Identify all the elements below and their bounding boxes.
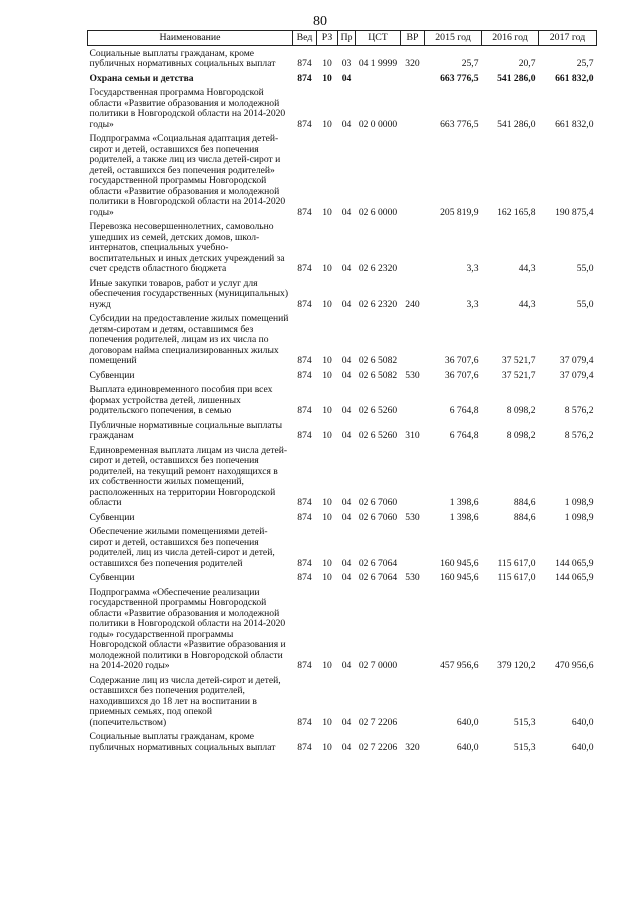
- row-value-2017: 1 098,9: [564, 497, 594, 508]
- row-value-2017: 55,0: [576, 263, 594, 274]
- row-vr: [401, 220, 425, 277]
- row-value-2016: 37 521,7: [501, 369, 536, 381]
- row-vr: 320: [405, 58, 420, 69]
- row-value-2017: 640,0: [571, 741, 594, 753]
- row-ved: 874: [297, 405, 312, 416]
- row-name: Иные закупки товаров, работ и услуг для обеспечения государственных (муниципальных) нужд: [89, 277, 289, 310]
- table-row: [88, 443, 597, 510]
- row-value-2015: 160 945,6: [440, 572, 479, 583]
- row-value-2016: 541 286,0: [497, 118, 536, 130]
- row-rz: 10: [322, 572, 332, 583]
- row-rz: 10: [322, 369, 332, 381]
- row-name: Социальные выплаты гражданам, кроме публичных нормативных социальных выплат: [89, 731, 276, 753]
- row-cst: 02 6 7064: [358, 557, 398, 569]
- row-value-2017: 37 079,4: [559, 355, 594, 366]
- row-value-2016: 37 521,7: [501, 355, 536, 366]
- row-cst: [356, 71, 401, 86]
- row-pr: 04: [341, 557, 352, 569]
- row-value-2017: 1 098,9: [564, 511, 594, 523]
- row-vr: [401, 443, 425, 510]
- row-pr: 04: [341, 660, 352, 671]
- table-row: [88, 312, 597, 369]
- table-row: [88, 220, 597, 277]
- row-value-2016: 884,6: [513, 511, 536, 523]
- row-ved: 874: [297, 72, 312, 84]
- row-vr: 530: [405, 572, 420, 583]
- row-ved: 874: [297, 497, 312, 508]
- table-row: [88, 86, 597, 132]
- row-value-2015: 640,0: [456, 716, 479, 728]
- row-value-2015: 3,3: [466, 298, 479, 310]
- row-pr: 03: [341, 58, 352, 69]
- table-row: [88, 132, 597, 220]
- row-cst: 02 6 7064: [358, 572, 398, 583]
- row-value-2016: 379 120,2: [497, 660, 536, 671]
- row-cst: 02 6 0000: [358, 206, 398, 218]
- row-vr: [401, 86, 425, 132]
- table-row: [88, 368, 597, 383]
- row-name: Государственная программа Новгородской области «Развитие образования и молодежной политики в Новгородской области на 2014-2020 годы»: [89, 87, 286, 130]
- row-value-2017: 37 079,4: [559, 369, 594, 381]
- row-value-2015: 160 945,6: [440, 557, 479, 569]
- row-rz: 10: [322, 72, 332, 84]
- row-vr: [401, 525, 425, 571]
- row-value-2015: 663 776,5: [440, 72, 479, 84]
- row-name: Содержание лиц из числа детей-сирот и детей, оставшихся без попечения родителей, находившихся до 18 лет на воспитании в приемных семьях, под опекой (попечительством): [89, 674, 281, 728]
- row-value-2016: 115 617,0: [497, 557, 536, 569]
- header-vr: ВР: [401, 31, 425, 46]
- row-value-2015: 457 956,6: [440, 660, 479, 671]
- row-rz: 10: [322, 298, 332, 310]
- row-value-2015: 1 398,6: [449, 511, 479, 523]
- row-value-2017: 661 832,0: [555, 72, 594, 84]
- row-cst: 02 6 5260: [358, 405, 398, 416]
- header-cst: ЦСТ: [356, 31, 401, 46]
- row-value-2015: 1 398,6: [449, 497, 479, 508]
- row-vr: [401, 132, 425, 220]
- row-ved: 874: [297, 298, 312, 310]
- page-number: 80: [313, 14, 327, 29]
- row-value-2015: 25,7: [461, 58, 479, 69]
- row-rz: 10: [322, 430, 332, 441]
- row-vr: [401, 383, 425, 419]
- row-ved: 874: [297, 716, 312, 728]
- row-value-2017: 470 956,6: [555, 660, 594, 671]
- header-2015: 2015 год: [425, 31, 482, 46]
- row-value-2016: 162 165,8: [497, 206, 536, 218]
- row-rz: 10: [322, 557, 332, 569]
- row-vr: [401, 673, 425, 730]
- row-vr: [401, 585, 425, 673]
- row-value-2017: 25,7: [576, 58, 594, 69]
- row-value-2016: 44,3: [518, 263, 536, 274]
- row-rz: 10: [322, 716, 332, 728]
- row-vr: 530: [405, 511, 420, 523]
- row-name: Социальные выплаты гражданам, кроме публичных нормативных социальных выплат: [89, 47, 276, 69]
- row-rz: 10: [322, 741, 332, 753]
- row-cst: 02 7 0000: [358, 660, 398, 671]
- row-value-2015: 3,3: [466, 263, 479, 274]
- row-ved: 874: [297, 369, 312, 381]
- row-value-2017: 640,0: [571, 716, 594, 728]
- row-name: Перевозка несовершеннолетних, самовольно ушедших из семей, детских домов, школ-интернатов, специальных учебно-воспитательных и иных детских учреждений за счет средств областного бюджета: [89, 221, 285, 274]
- row-value-2017: 190 875,4: [555, 206, 594, 218]
- table-row: [88, 510, 597, 525]
- table-row: [88, 46, 597, 72]
- row-pr: 04: [341, 497, 352, 508]
- row-cst: 02 6 5260: [358, 430, 398, 441]
- row-pr: 04: [341, 206, 352, 218]
- row-value-2017: 144 065,9: [555, 572, 594, 583]
- row-pr: 04: [341, 572, 352, 583]
- row-cst: 04 1 9999: [358, 58, 398, 69]
- row-rz: 10: [322, 405, 332, 416]
- row-ved: 874: [297, 660, 312, 671]
- row-cst: 02 7 2206: [358, 741, 398, 753]
- row-ved: 874: [297, 511, 312, 523]
- row-cst: 02 6 2320: [358, 263, 398, 274]
- row-ved: 874: [297, 58, 312, 69]
- row-vr: 310: [405, 430, 420, 441]
- row-name: Субвенции: [89, 511, 135, 523]
- header-name: Наименование: [88, 31, 293, 46]
- header-ved: Вед: [293, 31, 317, 46]
- header-pr: Пр: [338, 31, 356, 46]
- row-rz: 10: [322, 355, 332, 366]
- table-row: [88, 571, 597, 586]
- row-ved: 874: [297, 741, 312, 753]
- row-value-2017: 8 576,2: [564, 405, 594, 416]
- row-value-2015: 205 819,9: [440, 206, 479, 218]
- row-cst: 02 0 0000: [358, 118, 398, 130]
- row-name: Единовременная выплата лицам из числа детей-сирот и детей, оставшихся без попечения родителей, на текущий ремонт находящихся в их собственности жилых помещений, расположенных на территории Новгородской области: [89, 444, 288, 508]
- row-value-2015: 663 776,5: [440, 118, 479, 130]
- table-row: [88, 383, 597, 419]
- row-cst: 02 6 2320: [358, 298, 398, 310]
- row-pr: 04: [341, 298, 352, 310]
- row-value-2015: 6 764,8: [449, 430, 479, 441]
- row-vr: [401, 312, 425, 369]
- row-value-2017: 8 576,2: [564, 430, 594, 441]
- row-value-2016: 8 098,2: [506, 430, 536, 441]
- row-name: Подпрограмма «Социальная адаптация детей-сирот и детей, оставшихся без попечения родителей, а также лиц из числа детей-сирот и детей, оставшихся без попечения родителей» государственной программы Новгородской области «Развитие образования и молодежной политики в Новгородской области на 2014-2020 годы»: [89, 133, 286, 218]
- row-rz: 10: [322, 660, 332, 671]
- row-pr: 04: [341, 716, 352, 728]
- row-rz: 10: [322, 206, 332, 218]
- table-row: [88, 276, 597, 312]
- row-pr: 04: [341, 405, 352, 416]
- row-ved: 874: [297, 572, 312, 583]
- row-pr: 04: [341, 118, 352, 130]
- row-pr: 04: [341, 263, 352, 274]
- table-row: [88, 673, 597, 730]
- row-name: Субвенции: [89, 369, 135, 381]
- table-row: [88, 71, 597, 86]
- header-2016: 2016 год: [482, 31, 539, 46]
- row-name: Подпрограмма «Обеспечение реализации государственной программы Новгородской области «Развитие образования и молодежной политики в Новгородской области на 2014-2020 годы» государственной программы Новгородской области «Развитие образования и молодежной политики в Новгородской области на 2014-2020 годы»: [89, 586, 286, 671]
- row-cst: 02 6 7060: [358, 511, 398, 523]
- row-cst: 02 7 2206: [358, 716, 398, 728]
- row-value-2017: 144 065,9: [555, 557, 594, 569]
- row-value-2015: 6 764,8: [449, 405, 479, 416]
- budget-table: [87, 30, 597, 755]
- row-rz: 10: [322, 511, 332, 523]
- table-header-row: [88, 31, 597, 46]
- row-rz: 10: [322, 263, 332, 274]
- row-value-2016: 20,7: [518, 58, 536, 69]
- row-pr: 04: [341, 72, 352, 84]
- row-rz: 10: [322, 497, 332, 508]
- row-value-2016: 8 098,2: [506, 405, 536, 416]
- row-vr: 320: [405, 741, 420, 753]
- row-pr: 04: [341, 430, 352, 441]
- table-row: [88, 730, 597, 755]
- table-row: [88, 525, 597, 571]
- row-name: Публичные нормативные социальные выплаты гражданам: [89, 419, 283, 441]
- row-value-2016: 515,3: [513, 716, 536, 728]
- row-value-2016: 884,6: [513, 497, 536, 508]
- row-value-2015: 36 707,6: [444, 369, 479, 381]
- header-2017: 2017 год: [539, 31, 597, 46]
- header-rz: РЗ: [317, 31, 338, 46]
- row-ved: 874: [297, 206, 312, 218]
- row-vr: 530: [405, 369, 420, 381]
- table-row: [88, 585, 597, 673]
- row-vr: 240: [405, 298, 420, 310]
- row-ved: 874: [297, 430, 312, 441]
- row-ved: 874: [297, 355, 312, 366]
- row-value-2015: 36 707,6: [444, 355, 479, 366]
- row-value-2016: 541 286,0: [497, 72, 536, 84]
- row-name: Субсидии на предоставление жилых помещений детям-сиротам и детям, оставшимся без попечения родителей, лицам из их числа по договорам найма специализированных жилых помещений: [89, 313, 289, 366]
- row-value-2016: 44,3: [518, 298, 536, 310]
- row-ved: 874: [297, 263, 312, 274]
- row-value-2016: 115 617,0: [497, 572, 536, 583]
- row-value-2015: 640,0: [456, 741, 479, 753]
- row-value-2017: 661 832,0: [555, 118, 594, 130]
- row-cst: 02 6 7060: [358, 497, 398, 508]
- row-name: Субвенции: [89, 572, 135, 583]
- row-pr: 04: [341, 741, 352, 753]
- row-pr: 04: [341, 355, 352, 366]
- row-value-2017: 55,0: [576, 298, 594, 310]
- row-rz: 10: [322, 58, 332, 69]
- row-name: Обеспечение жилыми помещениями детей-сирот и детей, оставшихся без попечения родителей, лиц из числа детей-сирот и детей, оставшихся без попечения родителей: [89, 526, 275, 569]
- row-value-2016: 515,3: [513, 741, 536, 753]
- table-row: [88, 418, 597, 443]
- row-ved: 874: [297, 557, 312, 569]
- row-ved: 874: [297, 118, 312, 130]
- row-name: Выплата единовременного пособия при всех формах устройства детей, лишенных родительского попечения, в семью: [89, 384, 273, 416]
- row-pr: 04: [341, 511, 352, 523]
- row-vr: [401, 71, 425, 86]
- row-rz: 10: [322, 118, 332, 130]
- row-name: Охрана семьи и детства: [89, 72, 194, 84]
- row-cst: 02 6 5082: [358, 355, 398, 366]
- row-cst: 02 6 5082: [358, 369, 398, 381]
- row-pr: 04: [341, 369, 352, 381]
